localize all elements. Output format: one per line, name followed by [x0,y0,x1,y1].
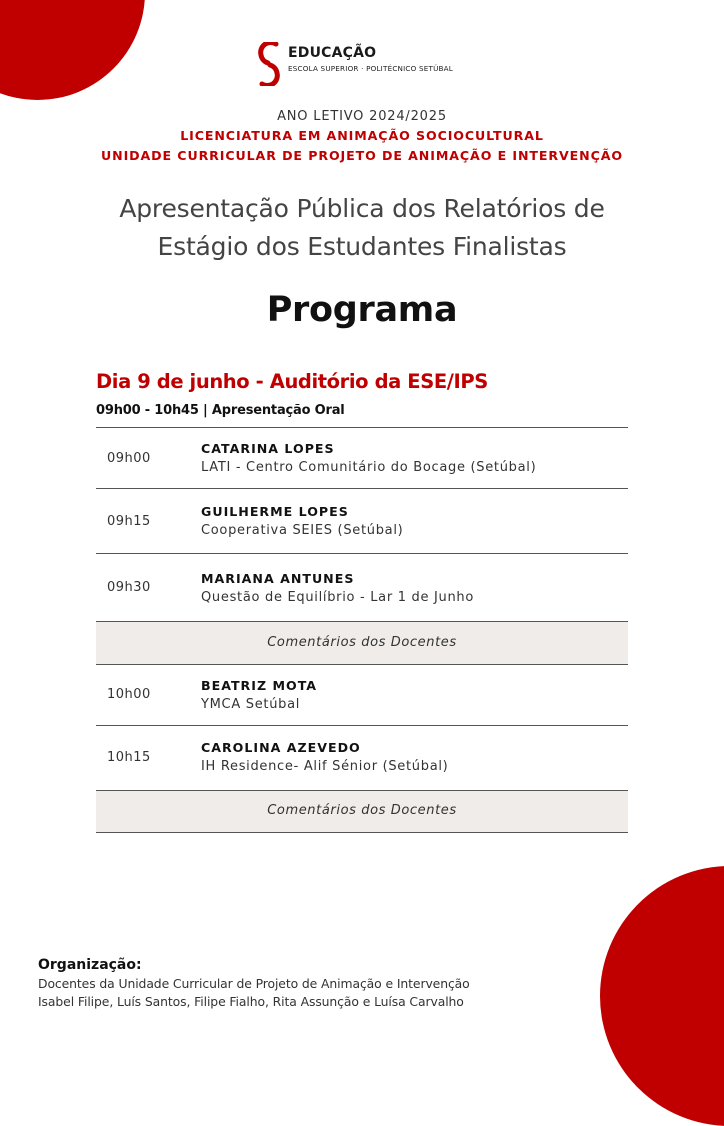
course-unit-name: UNIDADE CURRICULAR DE PROJETO DE ANIMAÇÃO E INTERVENÇÃO [101,148,623,163]
schedule-row [96,553,628,621]
schedule-table [96,427,628,833]
comments-row [96,621,628,664]
comments-label: Comentários dos Docentes [267,635,457,650]
school-year: ANO LETIVO 2024/2025 [277,109,447,124]
school-logo [256,42,496,88]
decorative-circle-bottom-right [600,866,724,1126]
slot-time: 09h15 [107,514,151,529]
ese-logo-icon [256,42,284,86]
organization-unit: Docentes da Unidade Curricular de Projeto de Animação e Intervenção [38,976,470,991]
comments-row [96,790,628,833]
slot-time: 10h00 [107,687,151,702]
degree-name: LICENCIATURA EM ANIMAÇÃO SOCIOCULTURAL [180,128,544,143]
logo-subtitle: ESCOLA SUPERIOR · POLITÉCNICO SETÚBAL [288,64,453,73]
organization-block [38,955,470,1011]
schedule-row [96,725,628,790]
student-name: CATARINA LOPES [201,441,335,456]
event-title [0,190,724,266]
decorative-circle-top-left [0,0,145,100]
internship-place: Cooperativa SEIES (Setúbal) [201,523,404,538]
student-name: CAROLINA AZEVEDO [201,740,361,755]
header [0,108,724,166]
slot-time: 09h30 [107,580,151,595]
schedule-row [96,664,628,725]
student-name: MARIANA ANTUNES [201,571,355,586]
student-name: GUILHERME LOPES [201,504,349,519]
day-heading: Dia 9 de junho - Auditório da ESE/IPS [96,370,488,393]
internship-place: LATI - Centro Comunitário do Bocage (Setúbal) [201,460,537,475]
schedule-row [96,488,628,553]
program-heading: Programa [266,290,458,330]
slot-time: 10h15 [107,750,151,765]
event-title-line-2: Estágio dos Estudantes Finalistas [157,232,567,261]
slot-time: 09h00 [107,451,151,466]
internship-place: Questão de Equilíbrio - Lar 1 de Junho [201,590,475,605]
comments-label: Comentários dos Docentes [267,803,457,818]
session-heading: 09h00 - 10h45 | Apresentação Oral [96,403,345,418]
organization-members: Isabel Filipe, Luís Santos, Filipe Fialho, Rita Assunção e Luísa Carvalho [38,994,464,1009]
internship-place: IH Residence- Alif Sénior (Setúbal) [201,759,449,774]
logo-title: EDUCAÇÃO [288,45,377,61]
schedule-row [96,427,628,488]
student-name: BEATRIZ MOTA [201,678,318,693]
internship-place: YMCA Setúbal [201,697,301,712]
organization-label: Organização: [38,957,142,973]
event-title-line-1: Apresentação Pública dos Relatórios de [119,194,605,223]
